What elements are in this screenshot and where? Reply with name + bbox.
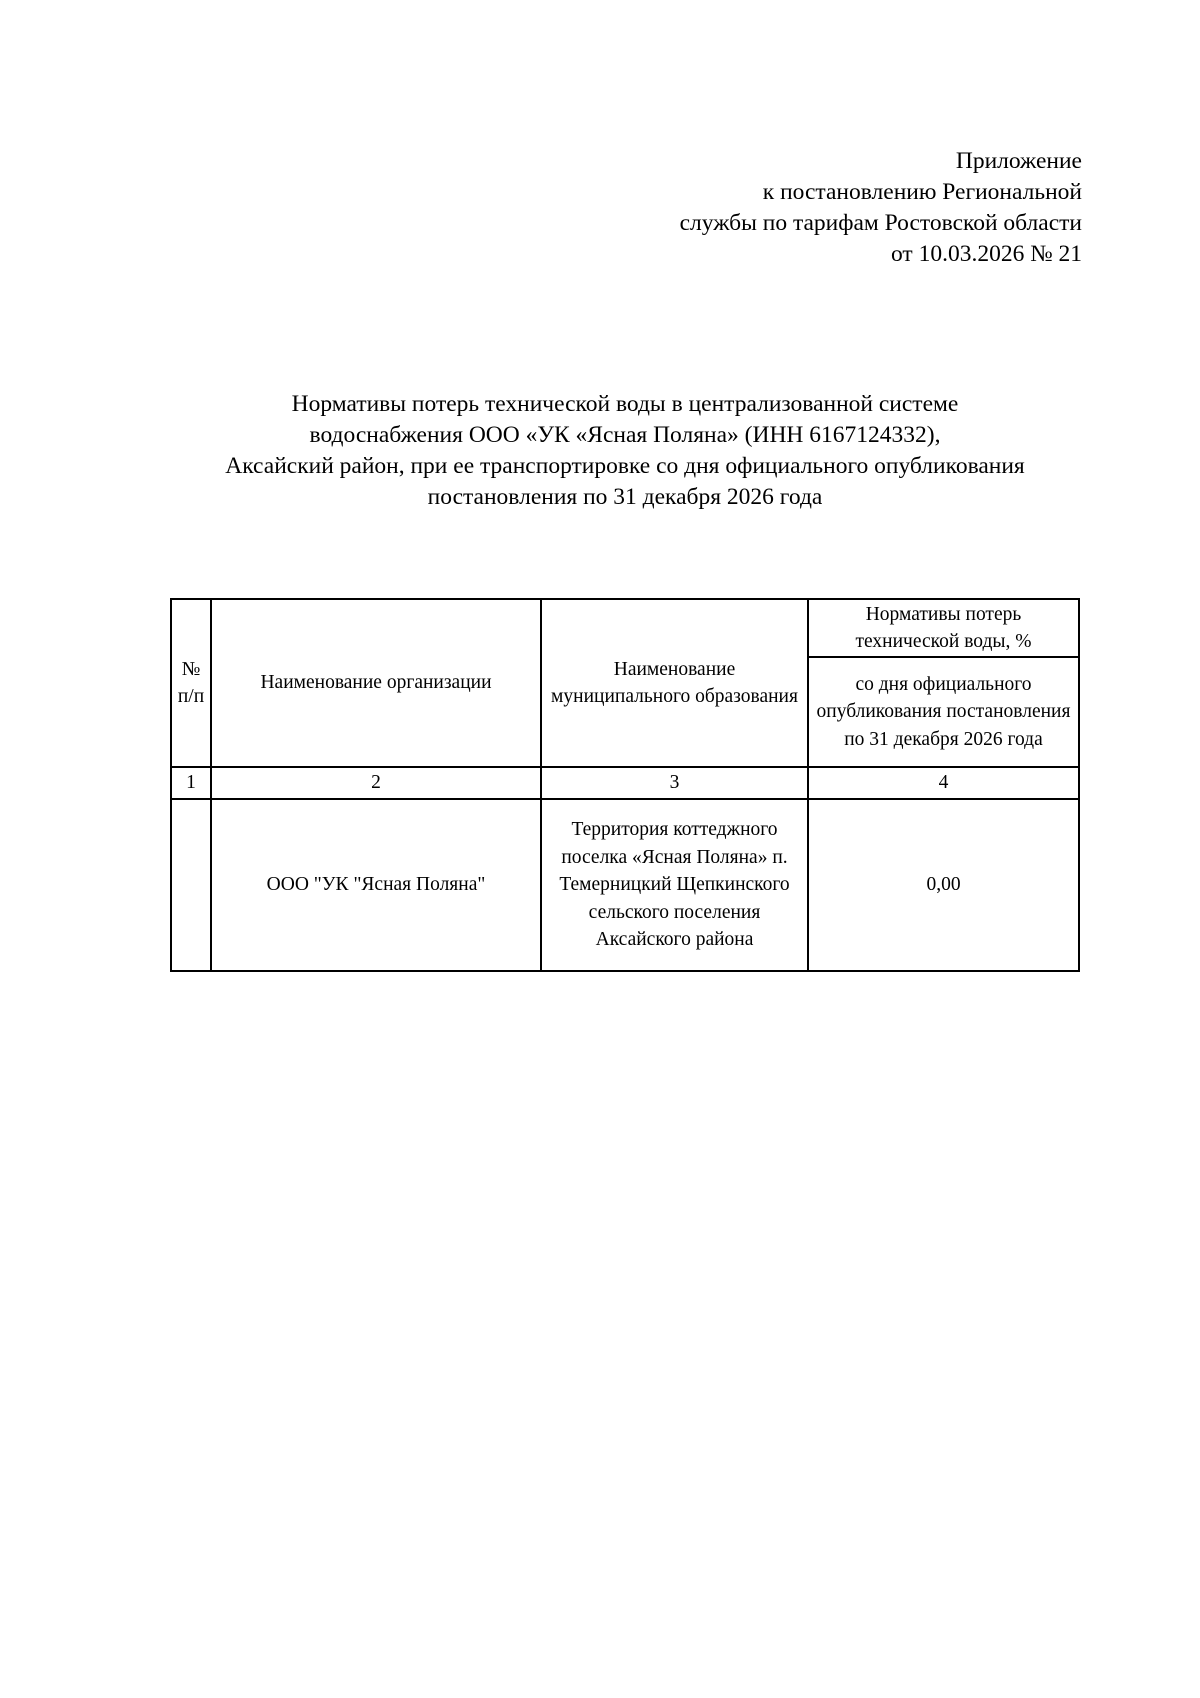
title-line: Аксайский район, при ее транспортировке со дня официального опубликования xyxy=(225,453,1025,479)
document-title xyxy=(0,389,1200,513)
row-value: 0,00 xyxy=(808,799,1079,971)
header-org: Наименование организации xyxy=(211,599,541,767)
appendix-line: от 10.03.2026 № 21 xyxy=(890,241,1082,267)
appendix-line: к постановлению Региональной xyxy=(762,179,1082,205)
appendix-block xyxy=(680,146,1082,270)
column-number: 3 xyxy=(541,767,808,799)
row-num xyxy=(171,799,211,971)
appendix-line: службы по тарифам Ростовской области xyxy=(679,210,1082,236)
header-num: № п/п xyxy=(171,599,211,767)
row-org: ООО "УК "Ясная Поляна" xyxy=(211,799,541,971)
row-municipality: Территория коттеджного поселка «Ясная Поляна» п. Темерницкий Щепкинского сельского поселения Аксайского района xyxy=(541,799,808,971)
header-municipality: Наименование муниципального образования xyxy=(541,599,808,767)
norms-table xyxy=(170,598,1080,972)
appendix-line: Приложение xyxy=(955,148,1082,174)
table-row xyxy=(171,799,1079,971)
column-number-row xyxy=(171,767,1079,799)
column-number: 4 xyxy=(808,767,1079,799)
header-period: со дня официального опубликования постановления по 31 декабря 2026 года xyxy=(808,657,1079,767)
table-header-row xyxy=(171,599,1079,657)
title-line: Нормативы потерь технической воды в централизованной системе xyxy=(291,391,959,417)
header-norms-group: Нормативы потерь технической воды, % xyxy=(808,599,1079,657)
column-number: 2 xyxy=(211,767,541,799)
title-line: постановления по 31 декабря 2026 года xyxy=(427,484,823,510)
title-line: водоснабжения ООО «УК «Ясная Поляна» (ИНН 6167124332), xyxy=(309,422,941,448)
column-number: 1 xyxy=(171,767,211,799)
